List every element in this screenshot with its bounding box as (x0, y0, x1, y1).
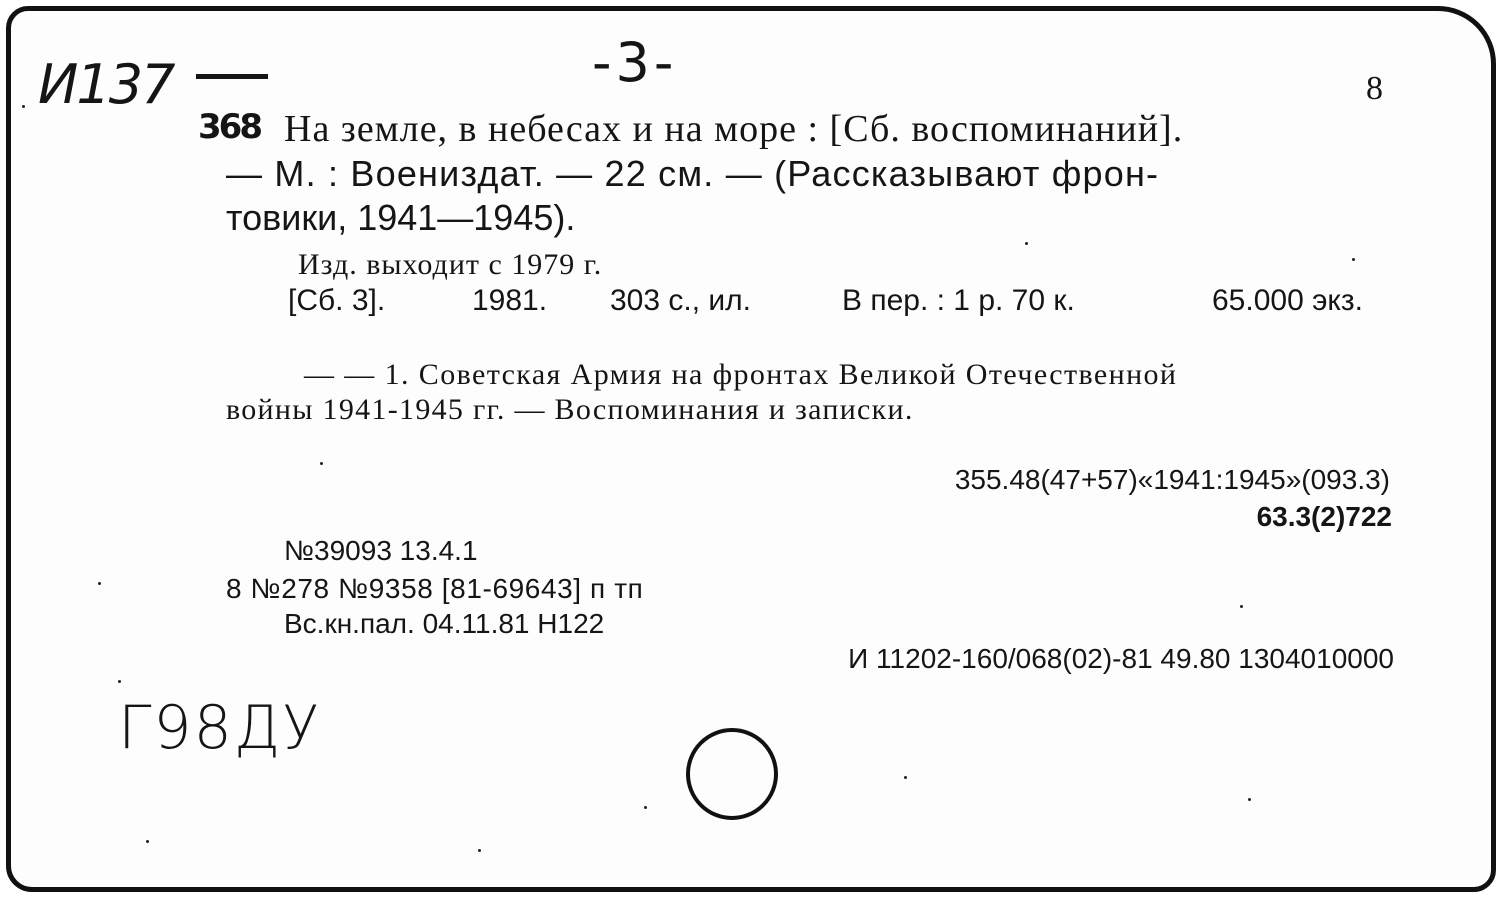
classification-code-line: И 11202-160/068(02)-81 49.80 1304010000 (848, 643, 1394, 674)
scan-speck (904, 776, 907, 779)
page-count: 303 с., ил. (610, 284, 751, 317)
call-number-divider (196, 74, 268, 79)
subject-heading-2: войны 1941-1945 гг. — Воспоминания и записки. (226, 393, 914, 426)
scan-speck (320, 462, 323, 465)
record-number: №39093 13.4.1 (284, 535, 478, 566)
handwritten-sheet-mark: -3- (592, 31, 678, 94)
volume-label: [Сб. 3]. (288, 284, 386, 317)
handwritten-call-number-suffix: 368 (198, 107, 260, 147)
publication-note: Изд. выходит с 1979 г. (298, 248, 603, 281)
subject-heading-1: — — 1. Советская Армия на фронтах Великой Отечественной (304, 358, 1178, 391)
handwritten-call-number: И137 (38, 53, 174, 116)
scan-speck (98, 582, 101, 585)
card-hole (686, 728, 778, 820)
publication-year: 1981. (472, 284, 548, 317)
scan-speck (146, 840, 149, 843)
bbk-code: 63.3(2)722 (1256, 501, 1392, 532)
card-number: 8 (1366, 70, 1383, 107)
scan-speck (1352, 258, 1355, 261)
series-line: товики, 1941—1945). (226, 197, 576, 238)
scan-speck (22, 105, 25, 108)
scan-speck (478, 849, 481, 852)
udc-code: 355.48(47+57)«1941:1945»(093.3) (954, 464, 1390, 495)
book-chamber-line: Вс.кн.пал. 04.11.81 Н122 (284, 608, 605, 639)
handwritten-shelf-mark: Г98ДУ (118, 693, 321, 763)
registry-line: 8 №278 №9358 [81-69643] п тп (226, 573, 644, 604)
scan-speck (1025, 242, 1028, 245)
print-run: 65.000 экз. (1212, 284, 1363, 317)
scan-speck (1248, 798, 1251, 801)
scan-speck (644, 806, 647, 809)
price: В пер. : 1 р. 70 к. (842, 284, 1075, 317)
imprint-line: — М. : Воениздат. — 22 см. — (Рассказывают фрон- (226, 153, 1160, 194)
title-line: На земле, в небесах и на море : [Сб. воспоминаний]. (284, 108, 1184, 150)
scan-speck (118, 680, 121, 683)
scan-speck (1240, 605, 1243, 608)
